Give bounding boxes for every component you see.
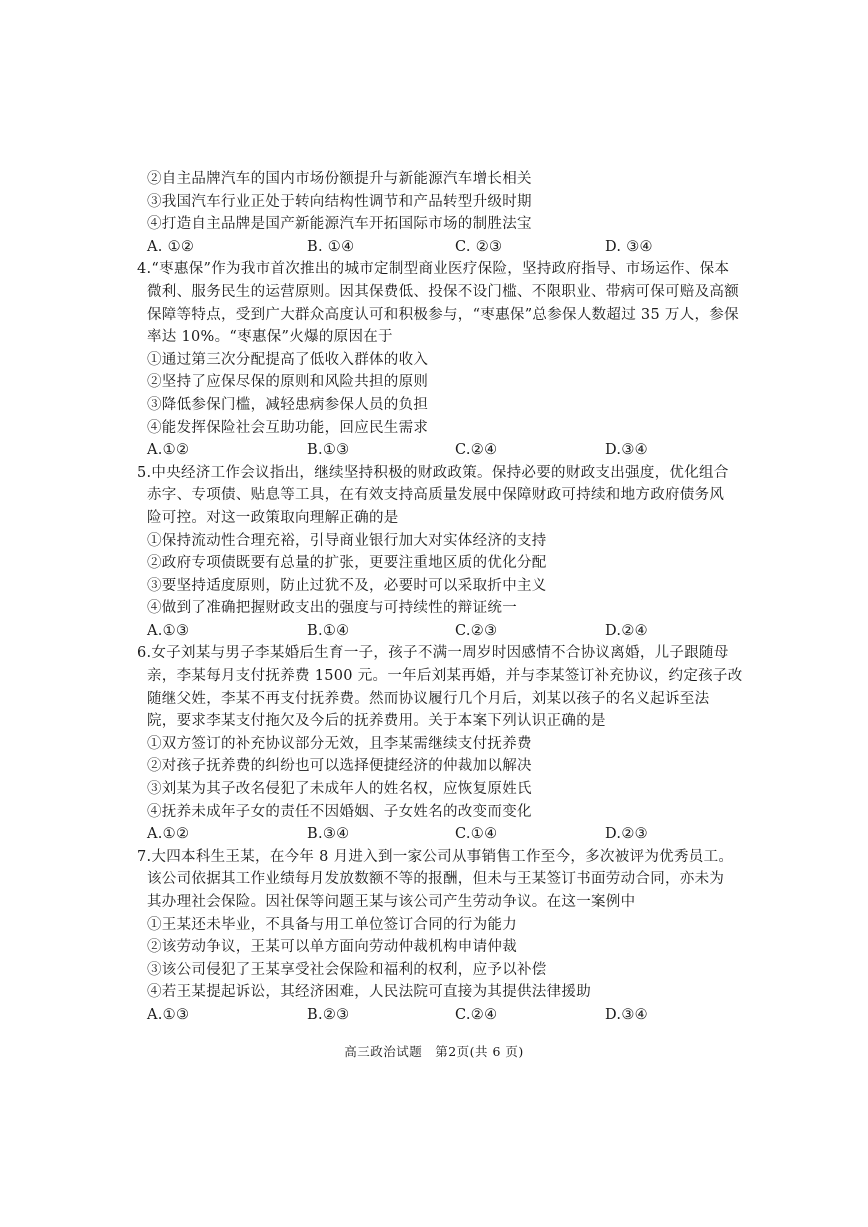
q4-options — [147, 439, 737, 462]
question-6 — [137, 642, 743, 845]
q6-stem-line-3: 随继父姓，李某不再支付抚养费。然而协议履行几个月后，刘某以孩子的名义起诉至法 — [147, 690, 710, 707]
q6-item-2: ②对孩子抚养费的纠纷也可以选择便捷经济的仲裁加以解决 — [147, 758, 532, 775]
q5-options — [147, 620, 737, 643]
q6-stem-line-2: 亲，李某每月支付抚养费 1500 元。一年后刘某再婚，并与李某签订补充协议，约定孩子改 — [147, 668, 743, 685]
question-content — [137, 168, 743, 1027]
q5-option-b: B.①④ — [307, 622, 350, 639]
q5-stem-line-3: 险可控。对这一政策取向理解正确的是 — [147, 509, 399, 526]
q4-option-a: A.①② — [147, 442, 190, 459]
q6-option-a: A.①② — [147, 826, 190, 843]
q4-item-2: ②坚持了应保尽保的原则和风险共担的原则 — [147, 374, 429, 391]
q4-stem-line-3: 保障等特点，受到广大群众高度认可和积极参与，“枣惠保”总参保人数超过 35 万人，参保 — [147, 306, 739, 323]
q5-item-3: ③要坚持适度原则，防止过犹不及，必要时可以采取折中主义 — [147, 577, 547, 594]
q6-option-b: B.③④ — [307, 826, 350, 843]
q5-option-d: D.②④ — [605, 622, 648, 639]
page-footer: 高三政治试题 第2页(共 6 页) — [344, 1044, 524, 1059]
q3-option-c: C. ②③ — [455, 238, 503, 255]
q4-item-1: ①通过第三次分配提高了低收入群体的收入 — [147, 351, 429, 368]
q7-stem-line-1: 7.大四本科生王某，在今年 8 月进入到一家公司从事销售工作至今，多次被评为优秀员工。 — [137, 848, 734, 865]
question-3-tail — [147, 168, 737, 258]
q5-stem-line-1: 5.中央经济工作会议指出，继续坚持积极的财政政策。保持必要的财政支出强度，优化组合 — [137, 464, 729, 481]
q4-option-d: D.③④ — [605, 442, 648, 459]
q4-option-c: C.②④ — [455, 442, 498, 459]
q7-stem-line-3: 其办理社会保险。因社保等问题王某与该公司产生劳动争议。在这一案例中 — [147, 894, 636, 910]
q3-option-a: A. ①② — [147, 238, 195, 255]
q4-item-4: ④能发挥保险社会互助功能，回应民生需求 — [147, 419, 429, 436]
q5-option-c: C.②③ — [455, 622, 498, 639]
q3-item-2: ②自主品牌汽车的国内市场份额提升与新能源汽车增长相关 — [147, 171, 532, 187]
q6-option-c: C.①④ — [455, 826, 498, 843]
q6-option-d: D.②③ — [605, 826, 648, 843]
q7-item-1: ①王某还未毕业，不具备与用工单位签订合同的行为能力 — [147, 916, 517, 933]
q3-item-4: ④打造自主品牌是国产新能源汽车开拓国际市场的制胜法宝 — [147, 216, 532, 233]
q5-item-4: ④做到了准确把握财政支出的强度与可持续性的辩证统一 — [147, 600, 517, 617]
q4-stem-line-1: 4.“枣惠保”作为我市首次推出的城市定制型商业医疗保险，坚持政府指导、市场运作、保本 — [137, 261, 730, 278]
q7-option-a: A.①③ — [147, 1006, 190, 1023]
q6-options — [147, 823, 737, 846]
q5-item-2: ②政府专项债既要有总量的扩张，更要注重地区质的优化分配 — [147, 555, 547, 572]
q7-stem-line-2: 该公司依据其工作业绩每月发放数额不等的报酬，但未与王某签订书面劳动合同，亦未为 — [147, 871, 725, 888]
q5-item-1: ①保持流动性合理充裕，引导商业银行加大对实体经济的支持 — [147, 532, 547, 549]
q5-option-a: A.①③ — [147, 622, 190, 639]
q3-options — [147, 236, 737, 259]
q7-option-c: C.②④ — [455, 1006, 498, 1023]
question-7 — [137, 846, 737, 1027]
q3-option-b: B. ①④ — [307, 238, 355, 255]
q7-item-4: ④若王某提起诉讼，其经济困难，人民法院可直接为其提供法律援助 — [147, 984, 591, 1001]
q6-stem-line-1: 6.女子刘某与男子李某婚后生育一子，孩子不满一周岁时因感情不合协议离婚，儿子跟随母 — [137, 645, 729, 662]
q4-stem-line-2: 微利、服务民生的运营原则。因其保费低、投保不设门槛、不限职业、带病可保可赔及高额 — [147, 283, 739, 300]
q7-item-2: ②该劳动争议，王某可以单方面向劳动仲裁机构申请仲裁 — [147, 939, 517, 956]
q4-item-3: ③降低参保门槛，减轻患病参保人员的负担 — [147, 396, 429, 413]
question-5 — [137, 462, 737, 643]
q4-stem-line-4: 率达 10%。“枣惠保”火爆的原因在于 — [147, 329, 393, 346]
q3-item-3: ③我国汽车行业正处于转向结构性调节和产品转型升级时期 — [147, 193, 532, 210]
q4-option-b: B.①③ — [307, 442, 350, 459]
q7-item-3: ③该公司侵犯了王某享受社会保险和福利的权利，应予以补偿 — [147, 961, 547, 978]
q6-item-3: ③刘某为其子改名侵犯了未成年人的姓名权，应恢复原姓氏 — [147, 781, 532, 798]
q5-stem-line-2: 赤字、专项债、贴息等工具，在有效支持高质量发展中保障财政可持续和地方政府债务风 — [147, 487, 725, 504]
q3-option-d: D. ③④ — [605, 238, 653, 255]
q6-item-1: ①双方签订的补充协议部分无效，且李某需继续支付抚养费 — [147, 735, 532, 752]
question-4 — [137, 258, 739, 461]
q6-item-4: ④抚养未成年子女的责任不因婚姻、子女姓名的改变而变化 — [147, 803, 532, 820]
q7-options — [147, 1004, 737, 1027]
q6-stem-line-4: 院，要求李某支付拖欠及今后的抚养费用。关于本案下列认识正确的是 — [147, 713, 606, 730]
q7-option-d: D.③④ — [605, 1006, 648, 1023]
q7-option-b: B.②③ — [307, 1006, 350, 1023]
